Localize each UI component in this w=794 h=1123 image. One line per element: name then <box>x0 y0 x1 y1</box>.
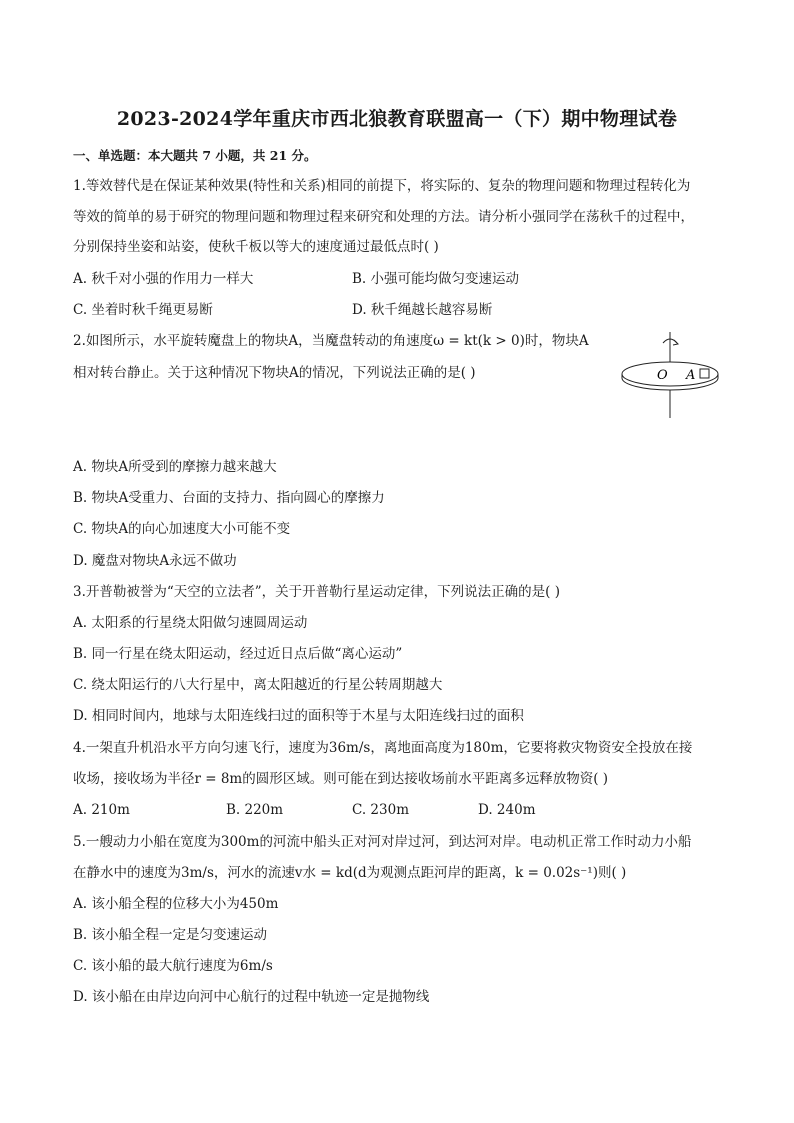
q1-option-b: B. 小强可能均做匀变速运动 <box>352 271 520 287</box>
q2-option-d: D. 魔盘对物块A永远不做功 <box>73 553 237 569</box>
q3-option-a: A. 太阳系的行星绕太阳做匀速圆周运动 <box>73 615 308 631</box>
q4-option-b: B. 220m <box>226 802 284 818</box>
q4-line-1: 4.一架直升机沿水平方向匀速飞行，速度为36m/s，离地面高度为180m，它要将救灾物资安全投放在接 <box>73 740 693 756</box>
q1-line-3: 分别保持坐姿和站姿，使秋千板以等大的速度通过最低点时( ) <box>73 239 439 255</box>
q1-option-d: D. 秋千绳越长越容易断 <box>352 302 493 318</box>
center-label-o: O <box>657 368 668 383</box>
block-a-icon <box>700 369 709 378</box>
q4-option-c: C. 230m <box>352 802 409 818</box>
q4-line-2: 收场，接收场为半径r = 8m的圆形区域。则可能在到达接收场前水平距离多远释放物资( ) <box>73 771 609 787</box>
q3-option-d: D. 相同时间内，地球与太阳连线扫过的面积等于木星与太阳连线扫过的面积 <box>73 708 524 724</box>
q2-option-b: B. 物块A受重力、台面的支持力、指向圆心的摩擦力 <box>73 490 385 506</box>
page-title: 2023-2024学年重庆市西北狼教育联盟高一（下）期中物理试卷 <box>116 108 678 130</box>
q3-line-1: 3.开普勒被誉为“天空的立法者”，关于开普勒行星运动定律，下列说法正确的是( ) <box>73 584 561 600</box>
q5-option-a: A. 该小船全程的位移大小为450m <box>73 896 279 912</box>
rotating-disk-figure <box>614 330 726 420</box>
q5-line-2: 在静水中的速度为3m/s，河水的流速v水 = kd(d为观测点距河岸的距离，k = 0.02s⁻¹)则( ) <box>73 865 627 881</box>
q4-option-d: D. 240m <box>478 802 536 818</box>
q1-line-2: 等效的简单的易于研究的物理问题和物理过程来研究和处理的方法。请分析小强同学在荡秋千的过程中， <box>73 209 694 225</box>
q3-option-c: C. 绕太阳运行的八大行星中，离太阳越近的行星公转周期越大 <box>73 677 443 693</box>
q4-option-a: A. 210m <box>73 802 130 818</box>
q5-option-d: D. 该小船在由岸边向河中心航行的过程中轨迹一定是抛物线 <box>73 989 430 1005</box>
q3-option-b: B. 同一行星在绕太阳运动，经过近日点后做“离心运动” <box>73 646 403 662</box>
q1-option-a: A. 秋千对小强的作用力一样大 <box>73 271 254 287</box>
q2-option-c: C. 物块A的向心加速度大小可能不变 <box>73 521 291 537</box>
q2-line-2: 相对转台静止。关于这种情况下物块A的情况，下列说法正确的是( ) <box>73 365 476 381</box>
q5-line-1: 5.一艘动力小船在宽度为300m的河流中船头正对河对岸过河，到达河对岸。电动机正常工作时动力小船 <box>73 834 692 850</box>
q1-line-1: 1.等效替代是在保证某种效果(特性和关系)相同的前提下，将实际的、复杂的物理问题和物理过程转化为 <box>73 178 691 194</box>
block-label-a: A <box>686 368 696 383</box>
q1-option-c: C. 坐着时秋千绳更易断 <box>73 302 213 318</box>
section-heading: 一、单选题：本大题共 7 小题，共 21 分。 <box>73 148 317 163</box>
q5-option-c: C. 该小船的最大航行速度为6m/s <box>73 958 273 974</box>
q2-option-a: A. 物块A所受到的摩擦力越来越大 <box>73 459 277 475</box>
q5-option-b: B. 该小船全程一定是匀变速运动 <box>73 927 268 943</box>
q2-line-1: 2.如图所示，水平旋转魔盘上的物块A，当魔盘转动的角速度ω = kt(k > 0)时，物块A <box>73 333 589 349</box>
